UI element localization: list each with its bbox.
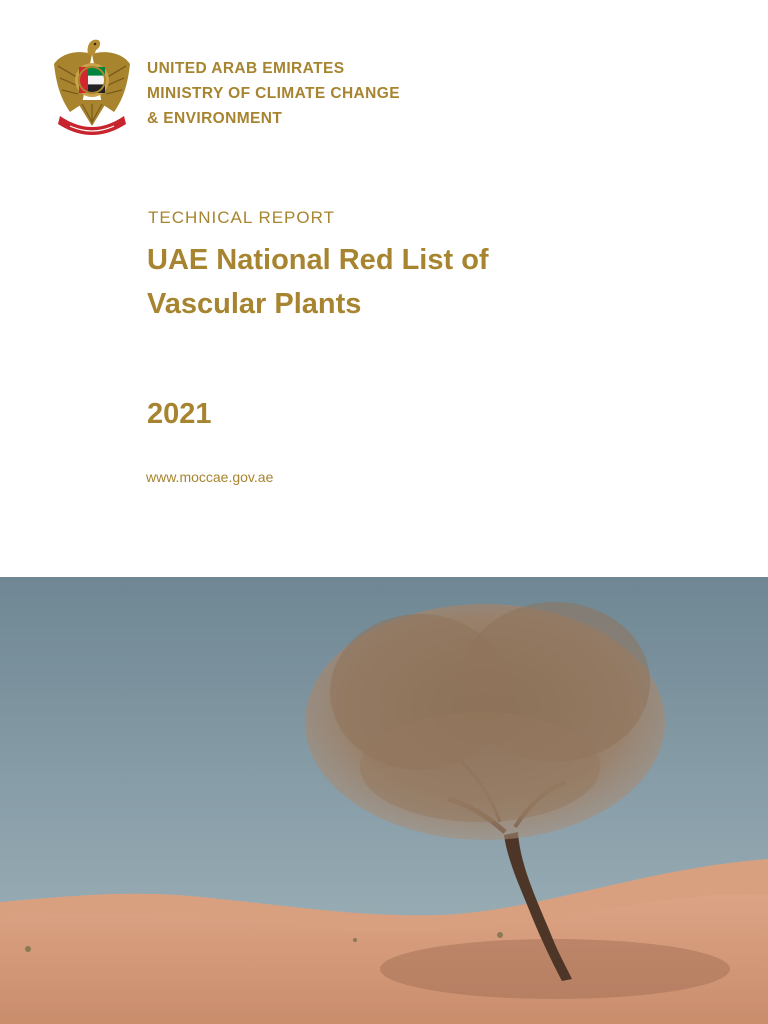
title-line: Vascular Plants [147,288,362,320]
uae-falcon-emblem-icon [50,34,134,138]
website-link[interactable]: www.moccae.gov.ae [146,469,274,485]
organization-name [147,56,400,131]
title-line: UAE National Red List of [147,244,489,276]
desert-tree-photo [0,577,768,1024]
org-line: UNITED ARAB EMIRATES [147,60,345,77]
org-line: MINISTRY OF CLIMATE CHANGE [147,85,400,102]
report-title [147,238,489,326]
report-type-label: TECHNICAL REPORT [148,208,335,227]
report-year: 2021 [147,398,212,430]
org-line: & ENVIRONMENT [147,110,283,127]
